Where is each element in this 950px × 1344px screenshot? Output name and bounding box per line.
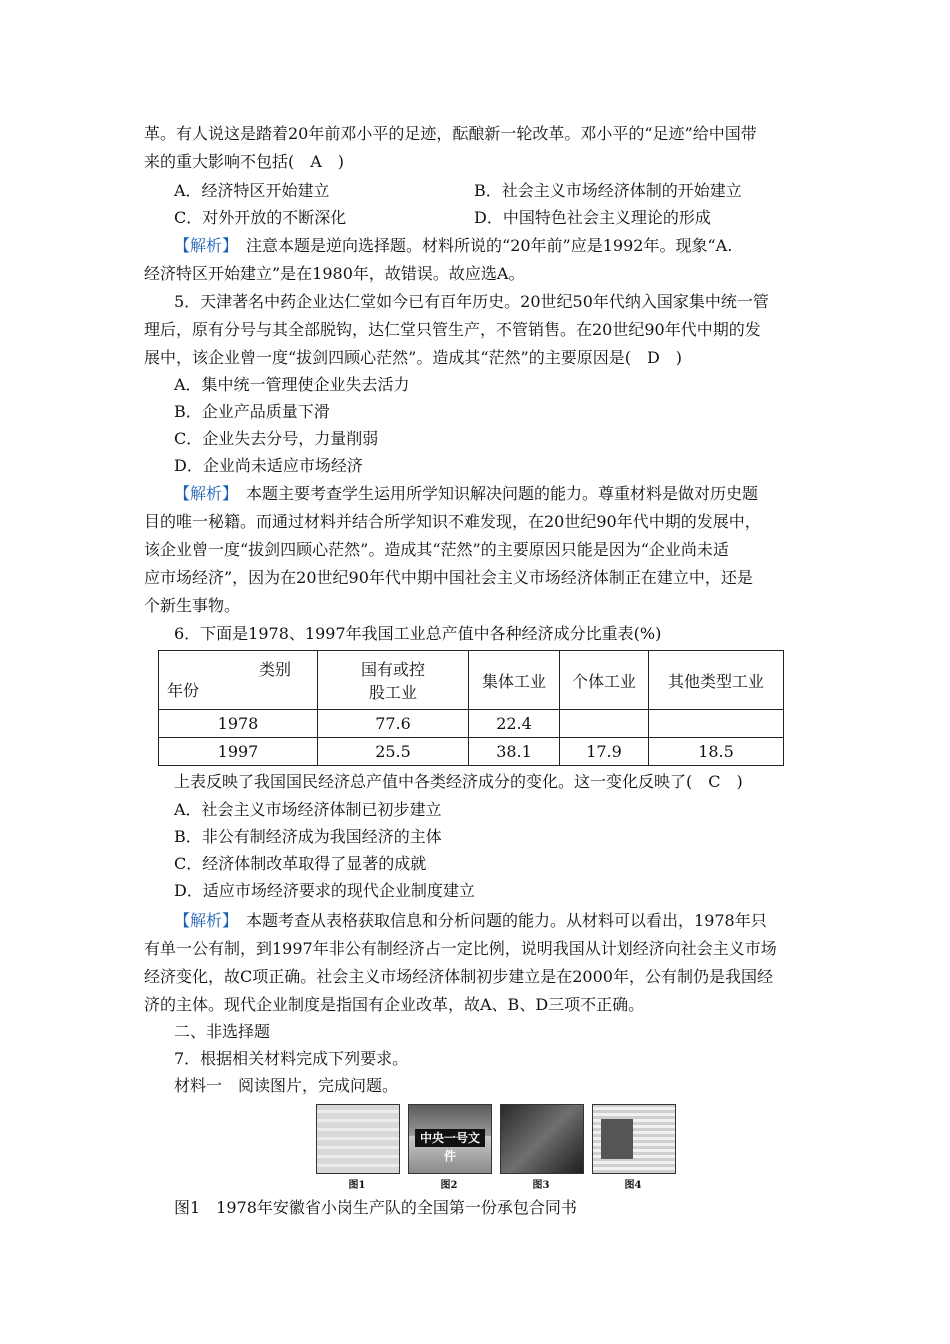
table-cell: 77.6 (318, 710, 469, 738)
table-cell: 1978 (159, 710, 318, 738)
table-header-row (159, 651, 784, 710)
figure-2-banner: 中央一号文件 (415, 1129, 485, 1147)
table-cell: 25.5 (318, 738, 469, 766)
q4-analysis-line-1: 【解析】 注意本题是逆向选择题。材料所说的“20年前”应是1992年。现象“A. (174, 236, 733, 255)
section-heading-non-choice: 二、非选择题 (174, 1022, 271, 1041)
col-header-other: 其他类型工业 (649, 651, 784, 710)
figure-3-photo-image (500, 1104, 584, 1174)
table-corner-cell (159, 651, 318, 710)
col-header-individual: 个体工业 (560, 651, 649, 710)
table-cell: 17.9 (560, 738, 649, 766)
table-row (159, 738, 784, 766)
figure-1-description: 图1 1978年安徽省小岗生产队的全国第一份承包合同书 (174, 1198, 577, 1217)
q5-option-d: D．企业尚未适应市场经济 (174, 456, 363, 475)
q4-option-b: B．社会主义市场经济体制的开始建立 (474, 181, 742, 200)
corner-top-label: 类别 (258, 660, 291, 679)
table-cell: 1997 (159, 738, 318, 766)
table-cell: 38.1 (469, 738, 560, 766)
analysis-tag: 【解析】 (174, 911, 231, 930)
table-cell: 22.4 (469, 710, 560, 738)
table-row (159, 710, 784, 738)
col-header-collective: 集体工业 (469, 651, 560, 710)
q5-analysis-line-2: 目的唯一秘籍。而通过材料并结合所学知识不难发现，在20世纪90年代中期的发展中， (144, 512, 761, 531)
analysis-tag: 【解析】 (174, 484, 231, 503)
corner-bottom-label: 年份 (167, 681, 200, 700)
q6-analysis-line-3: 经济变化，故C项正确。社会主义市场经济体制初步建立是在2000年，公有制仍是我国经 (144, 967, 773, 986)
q5-option-b: B．企业产品质量下滑 (174, 402, 330, 421)
q6-analysis-line-4: 济的主体。现代企业制度是指国有企业改革，故A、B、D三项不正确。 (144, 995, 645, 1014)
q6-option-a: A．社会主义市场经济体制已初步建立 (174, 800, 442, 819)
q6-text-line-1: 6．下面是1978、1997年我国工业总产值中各种经济成分比重表(%) (174, 624, 662, 643)
figure-caption: 图1 (348, 1180, 366, 1191)
q4-text-line-1: 革。有人说这是踏着20年前邓小平的足迹，酝酿新一轮改革。邓小平的“足迹”给中国带 (144, 124, 757, 143)
figure-caption: 图2 (440, 1180, 458, 1191)
q6-analysis-line-1: 【解析】 本题考查从表格获取信息和分析问题的能力。从材料可以看出，1978年只 (174, 911, 767, 930)
q6-option-c: C．经济体制改革取得了显著的成就 (174, 854, 427, 873)
q5-text-line-2: 理后，原有分号与其全部脱钩，达仁堂只管生产，不管销售。在20世纪90年代中期的发 (144, 320, 761, 339)
q5-text-line-1: 5．天津著名中药企业达仁堂如今已有百年历史。20世纪50年代纳入国家集中统一管 (174, 292, 769, 311)
q5-option-a: A．集中统一管理使企业失去活力 (174, 375, 410, 394)
figure-4-newspaper-image (592, 1104, 676, 1174)
col-header-state-owned: 国有或控 股工业 (318, 651, 469, 710)
figure-1-contract-image (316, 1104, 400, 1174)
figure-4-portrait (601, 1119, 633, 1159)
q4-option-c: C．对外开放的不断深化 (174, 208, 347, 227)
table-cell: 18.5 (649, 738, 784, 766)
q7-text-line-1: 7．根据相关材料完成下列要求。 (174, 1049, 409, 1068)
figure-caption: 图4 (624, 1180, 642, 1191)
q4-option-a: A．经济特区开始建立 (174, 181, 330, 200)
q5-analysis-line-5: 个新生事物。 (144, 596, 241, 615)
figure-caption: 图3 (532, 1180, 550, 1191)
table-cell (560, 710, 649, 738)
q4-option-d: D．中国特色社会主义理论的形成 (474, 208, 711, 227)
figure-2-document-image (408, 1104, 492, 1174)
q5-analysis-line-1: 【解析】 本题主要考查学生运用所学知识解决问题的能力。尊重材料是做对历史题 (174, 484, 759, 503)
q5-analysis-line-3: 该企业曾一度“拔剑四顾心茫然”。造成其“茫然”的主要原因只能是因为“企业尚未适 (144, 540, 729, 559)
q6-after-table: 上表反映了我国国民经济总产值中各类经济成分的变化。这一变化反映了( C ) (174, 772, 743, 791)
q4-analysis-line-2: 经济特区开始建立”是在1980年，故错误。故应选A。 (144, 264, 525, 283)
material-figures (316, 1104, 676, 1190)
economic-composition-table (158, 650, 784, 766)
q6-analysis-line-2: 有单一公有制，到1997年非公有制经济占一定比例，说明我国从计划经济向社会主义市场 (144, 939, 777, 958)
analysis-tag: 【解析】 (174, 236, 231, 255)
q5-text-line-3: 展中，该企业曾一度“拔剑四顾心茫然”。造成其“茫然”的主要原因是( D ) (144, 348, 683, 367)
q5-option-c: C．企业失去分号，力量削弱 (174, 429, 379, 448)
table-cell (649, 710, 784, 738)
q7-material-1: 材料一 阅读图片，完成问题。 (174, 1076, 399, 1095)
q5-analysis-line-4: 应市场经济”，因为在20世纪90年代中期中国社会主义市场经济体制正在建立中，还是 (144, 568, 753, 587)
q4-text-line-2: 来的重大影响不包括( A ) (144, 152, 345, 171)
q6-option-b: B．非公有制经济成为我国经济的主体 (174, 827, 442, 846)
q6-option-d: D．适应市场经济要求的现代企业制度建立 (174, 881, 475, 900)
